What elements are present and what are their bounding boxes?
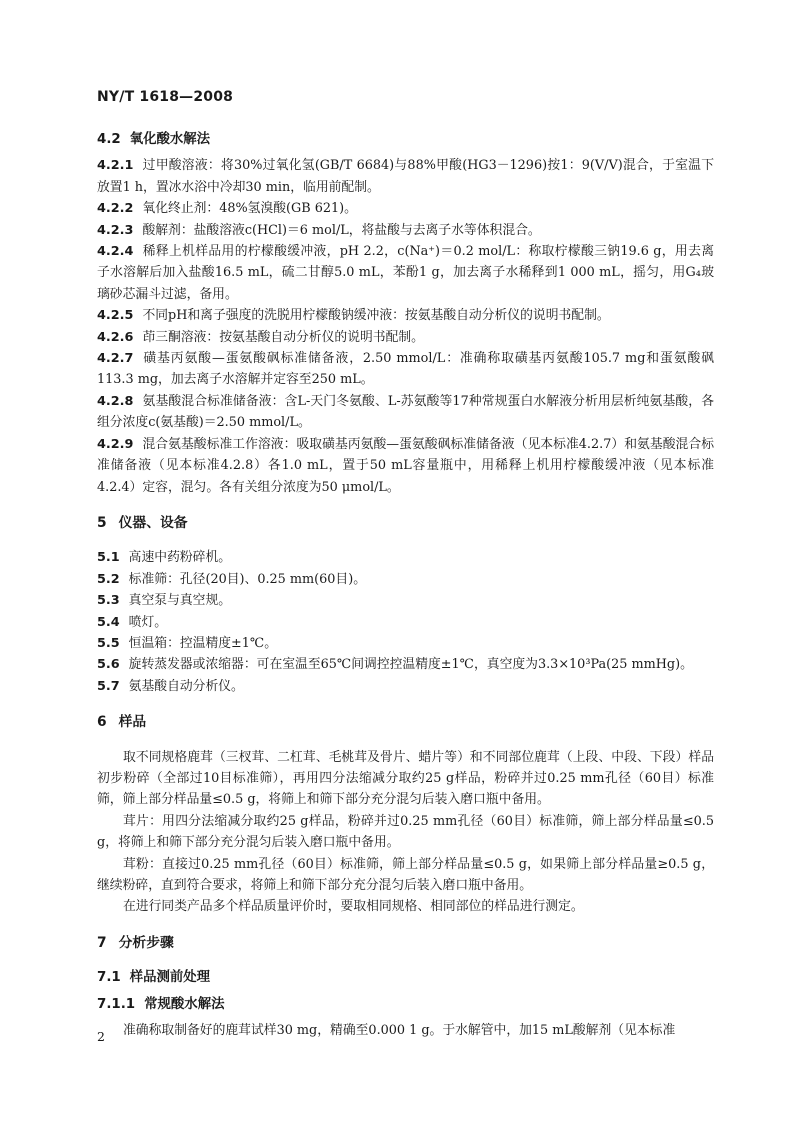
reagent-item: [97, 348, 714, 391]
reagent-item: [97, 391, 714, 434]
item-number: 4.2.2: [97, 201, 134, 217]
section-title: 样品: [118, 714, 147, 731]
equipment-item: [97, 633, 714, 654]
standard-code-header: NY/T 1618—2008: [97, 89, 234, 105]
reagent-item: [97, 327, 714, 348]
sample-paragraph: 取不同规格鹿茸（三杈茸、二杠茸、毛桃茸及骨片、蜡片等）和不同部位鹿茸（上段、中段、下段）样品初步粉碎（全部过10目标准筛），再用四分法缩减分取约25 g样品，粉碎并过0.25 mm孔径（60目）标准筛，筛上部分样品量≤0.5 g，将筛上和筛下部分充分混匀后装入磨口瓶中备用。: [97, 749, 714, 808]
item-number: 5.1: [97, 550, 120, 566]
item-text: 喷灯。: [128, 614, 168, 630]
sample-paragraph: 在进行同类产品多个样品质量评价时，要取相同规格、相同部位的样品进行测定。: [123, 899, 584, 915]
section-7-1-heading: [97, 967, 714, 988]
item-text: 酸解剂：盐酸溶液c(HCl)＝6 mol/L，将盐酸与去离子水等体积混合。: [142, 222, 541, 238]
item-number: 4.2.5: [97, 308, 134, 324]
section-number: 5: [97, 514, 107, 531]
item-text: 过甲酸溶液：将30%过氧化氢(GB/T 6684)与88%甲酸(HG3－1296)按1：9(V/V)混合，于室温下放置1 h，置冰水浴中冷却30 min，临用前配制。: [97, 158, 714, 195]
item-number: 4.2.8: [97, 393, 134, 409]
equipment-item: [97, 676, 714, 697]
item-text: 稀释上机样品用的柠檬酸缓冲液，pH 2.2，c(Na⁺)＝0.2 mol/L：称取柠檬酸三钠19.6 g，用去离子水溶解后加入盐酸16.5 mL，硫二甘醇5.0 mL，苯酚1 g，加去离子水稀释到1 000 mL，摇匀，用G₄玻璃砂芯漏斗过滤，备用。: [97, 244, 714, 302]
section-7-heading: [97, 933, 714, 954]
item-number: 4.2.3: [97, 222, 134, 238]
section-title: 仪器、设备: [118, 514, 188, 531]
reagent-item: [97, 434, 714, 498]
item-text: 混合氨基酸标准工作溶液：吸取磺基丙氨酸—蛋氨酸砜标准储备液（见本标准4.2.7）和氨基酸混合标准储备液（见本标准4.2.8）各1.0 mL，置于50 mL容量瓶中，用稀释上机用柠檬酸缓冲液（见本标准4.2.4）定容，混匀。各有关组分浓度为50 μmol/L。: [97, 436, 714, 495]
reagent-list: [97, 155, 714, 498]
equipment-item: [97, 612, 714, 633]
section-title: 样品测前处理: [129, 970, 211, 986]
item-text: 高速中药粉碎机。: [128, 550, 232, 566]
equipment-item: [97, 590, 714, 611]
item-number: 4.2.7: [97, 351, 134, 367]
item-number: 4.2.4: [97, 244, 134, 260]
item-number: 4.2.9: [97, 436, 134, 452]
item-text: 标准筛：孔径(20目)、0.25 mm(60目)。: [128, 571, 367, 587]
section-5-heading: [97, 513, 714, 534]
item-text: 茚三酮溶液：按氨基酸自动分析仪的说明书配制。: [142, 329, 424, 345]
item-text: 磺基丙氨酸—蛋氨酸砜标准储备液，2.50 mmol/L：准确称取磺基丙氨酸105.7 mg和蛋氨酸砜113.3 mg，加去离子水溶解并定容至250 mL。: [97, 351, 714, 388]
section-title: 氧化酸水解法: [129, 132, 211, 147]
section-number: 7: [97, 934, 107, 951]
section-number: 7.1.1: [97, 996, 136, 1012]
equipment-item: [97, 569, 714, 590]
section-number: 7.1: [97, 970, 121, 986]
item-number: 5.3: [97, 593, 120, 609]
equipment-item: [97, 547, 714, 568]
section-title: 分析步骤: [118, 934, 174, 951]
section-7-1-1-heading: [97, 994, 714, 1015]
procedure-paragraph: 准确称取制备好的鹿茸试样30 mg，精确至0.000 1 g。于水解管中，加15 mL酸解剂（见本标准: [123, 1023, 676, 1039]
item-number: 5.5: [97, 635, 120, 651]
reagent-item: [97, 198, 714, 219]
section-number: 4.2: [97, 132, 121, 147]
item-number: 4.2.6: [97, 329, 134, 345]
item-text: 真空泵与真空规。: [128, 593, 232, 609]
section-number: 6: [97, 714, 107, 731]
section-4-2-heading: [97, 129, 714, 150]
item-text: 不同pH和离子强度的洗脱用柠檬酸钠缓冲液：按氨基酸自动分析仪的说明书配制。: [142, 308, 610, 324]
item-number: 5.7: [97, 678, 120, 694]
section-title: 常规酸水解法: [144, 996, 225, 1012]
item-number: 5.6: [97, 657, 120, 673]
item-number: 4.2.1: [97, 158, 134, 174]
page-number: 2: [97, 1029, 105, 1044]
equipment-list: [97, 547, 714, 697]
item-text: 氨基酸混合标准储备液：含L-天门冬氨酸、L-苏氨酸等17种常规蛋白水解液分析用层析纯氨基酸，各组分浓度c(氨基酸)＝2.50 mmol/L。: [97, 393, 714, 431]
item-text: 恒温箱：控温精度±1℃。: [128, 635, 278, 651]
item-text: 氨基酸自动分析仪。: [128, 678, 244, 694]
sample-paragraph: 茸粉：直接过0.25 mm孔径（60目）标准筛，筛上部分样品量≤0.5 g，如果筛上部分样品量≥0.5 g，继续粉碎，直到符合要求，将筛上和筛下部分充分混匀后装入磨口瓶中备用。: [97, 856, 714, 893]
item-number: 5.2: [97, 571, 120, 587]
reagent-item: [97, 241, 714, 305]
section-6-heading: [97, 712, 714, 733]
reagent-item: [97, 155, 714, 198]
item-number: 5.4: [97, 614, 120, 630]
document-body: [97, 129, 714, 1041]
item-text: 旋转蒸发器或浓缩器：可在室温至65℃间调控控温精度±1℃，真空度为3.3×10³Pa(25 mmHg)。: [128, 657, 693, 673]
reagent-item: [97, 305, 714, 326]
equipment-item: [97, 654, 714, 675]
reagent-item: [97, 220, 714, 241]
sample-paragraph: 茸片：用四分法缩减分取约25 g样品，粉碎并过0.25 mm孔径（60目）标准筛，筛上部分样品量≤0.5 g，将筛上和筛下部分充分混匀后装入磨口瓶中备用。: [97, 813, 714, 851]
item-text: 氧化终止剂：48%氢溴酸(GB 621)。: [142, 201, 357, 217]
